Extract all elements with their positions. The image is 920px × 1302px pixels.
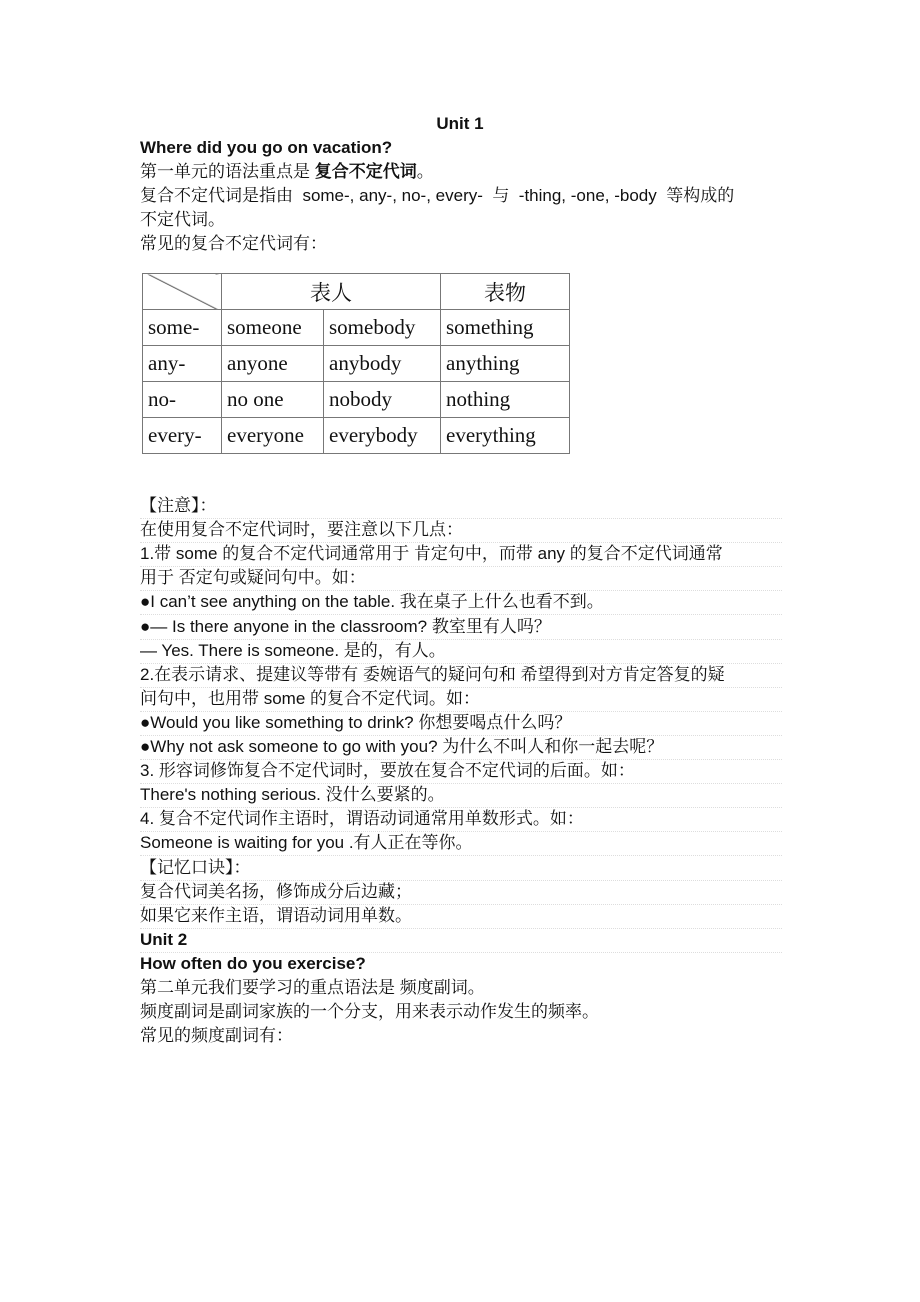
note-line: ●Why not ask someone to go with you? 为什么不叫人和你一起去呢？ (140, 735, 782, 760)
unit2-subtitle: How often do you exercise? (140, 954, 366, 973)
table-row (143, 310, 570, 346)
note-line: 2.在表示请求、提建议等带有 委婉语气的疑问句和 希望得到对方肯定答复的疑 (140, 663, 782, 688)
note-line: 复合代词美名扬，修饰成分后边藏； (140, 880, 782, 905)
header-thing: 表物 (441, 274, 570, 310)
pronoun-table (142, 273, 570, 454)
unit1-intro (140, 160, 782, 184)
note-line: ●I can’t see anything on the table. 我在桌子上什么也看不到。 (140, 590, 782, 615)
note-line: — Yes. There is someone. 是的，有人。 (140, 639, 782, 664)
table-cell: no one (222, 382, 324, 418)
definition-line-2: 不定代词。 (140, 210, 225, 229)
note-line: 1.带 some 的复合不定代词通常用于 肯定句中，而带 any 的复合不定代词通常 (140, 542, 782, 567)
unit1-subtitle: Where did you go on vacation? (140, 138, 393, 157)
note-line: 问句中，也用带 some 的复合不定代词。如： (140, 687, 782, 712)
note-line: 4. 复合不定代词作主语时，谓语动词通常用单数形式。如： (140, 807, 782, 832)
header-person: 表人 (222, 274, 441, 310)
common-pronouns-label: 常见的复合不定代词有： (140, 234, 327, 253)
table-cell: nothing (441, 382, 570, 418)
note-line: 如果它来作主语，谓语动词用单数。 (140, 904, 782, 929)
diagonal-header-cell (143, 274, 222, 310)
table-cell: everything (441, 418, 570, 454)
unit2-line: 频度副词是副词家族的一个分支，用来表示动作发生的频率。 (140, 1002, 599, 1021)
unit2-line: 常见的频度副词有： (140, 1026, 293, 1045)
table-row (143, 418, 570, 454)
note-line: ●Would you like something to drink? 你想要喝点什么吗？ (140, 711, 782, 736)
note-line: Someone is waiting for you .有人正在等你。 (140, 831, 782, 856)
table-row (143, 346, 570, 382)
table-cell: nobody (324, 382, 441, 418)
table-cell: no- (143, 382, 222, 418)
note-line: 【注意】： (140, 494, 782, 519)
table-cell: somebody (324, 310, 441, 346)
table-cell: everyone (222, 418, 324, 454)
note-line: 用于 否定句或疑问句中。如： (140, 566, 782, 591)
unit2-line: 第二单元我们要学习的重点语法是 频度副词。 (140, 978, 485, 997)
table-cell: someone (222, 310, 324, 346)
intro-suffix: 。 (416, 162, 434, 181)
table-cell: anybody (324, 346, 441, 382)
table-header-row (143, 274, 570, 310)
definition-line-1: 复合不定代词是指由 some-, any-, no-, every- 与 -thing, -one, -body 等构成的 (140, 186, 735, 205)
table-cell: any- (143, 346, 222, 382)
note-line: 3. 形容词修饰复合不定代词时，要放在复合不定代词的后面。如： (140, 759, 782, 784)
table-cell: anything (441, 346, 570, 382)
table-cell: anyone (222, 346, 324, 382)
unit1-title: Unit 1 (436, 114, 484, 133)
intro-prefix: 第一单元的语法重点是 (140, 162, 315, 181)
intro-bold: 复合不定代词 (314, 162, 417, 181)
note-line: ●— Is there anyone in the classroom? 教室里有人吗？ (140, 615, 782, 640)
table-cell: something (441, 310, 570, 346)
note-line: 在使用复合不定代词时，要注意以下几点： (140, 518, 782, 543)
note-line: There's nothing serious. 没什么要紧的。 (140, 783, 782, 808)
table-row (143, 382, 570, 418)
unit2-title: Unit 2 (140, 928, 782, 953)
table-cell: some- (143, 310, 222, 346)
note-line: 【记忆口诀】： (140, 856, 782, 881)
table-cell: everybody (324, 418, 441, 454)
table-cell: every- (143, 418, 222, 454)
